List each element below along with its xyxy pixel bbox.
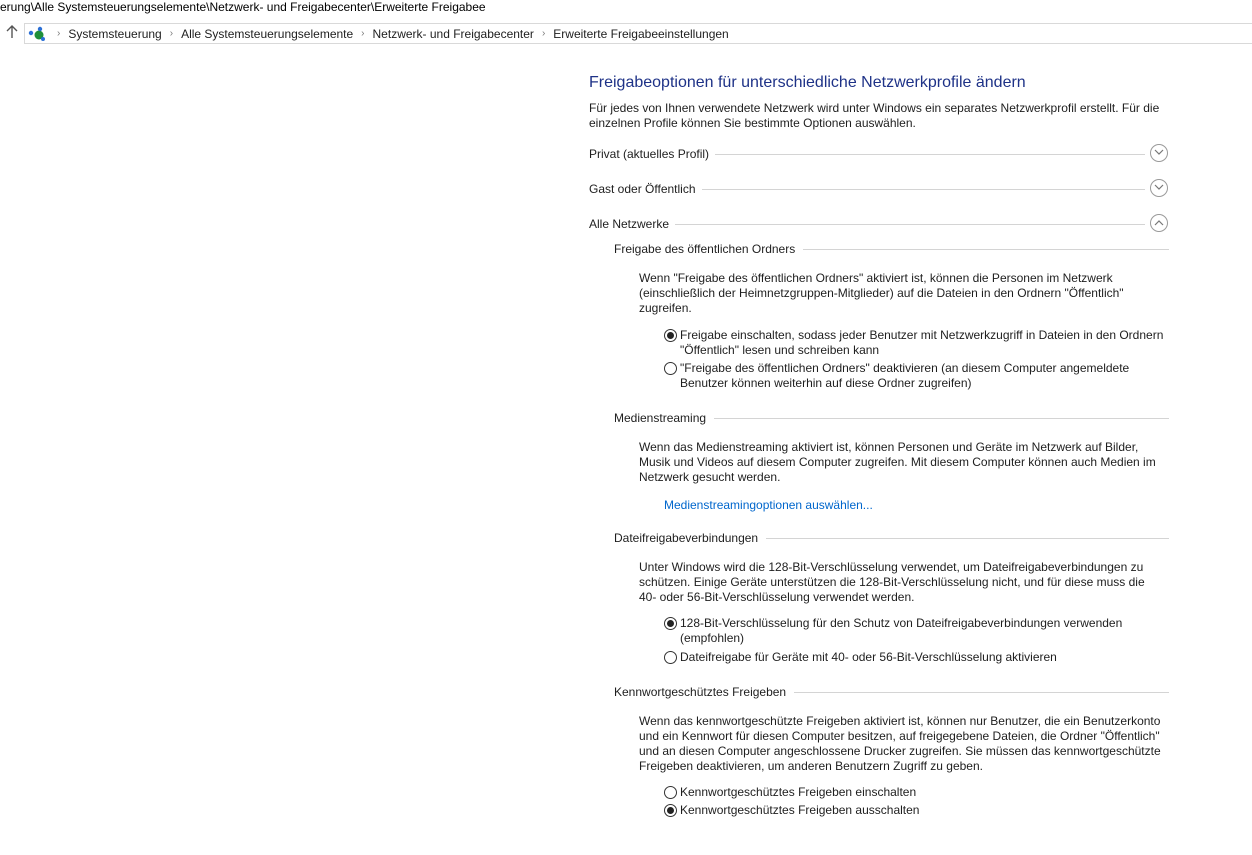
breadcrumb: [49, 24, 729, 43]
section-heading: Freigabe des öffentlichen Ordners: [614, 241, 803, 257]
breadcrumb-netzwerkcenter[interactable]: Netzwerk- und Freigabecenter: [372, 26, 534, 41]
file-sharing-description: Unter Windows wird die 128-Bit-Verschlüsselung verwendet, um Dateifreigabeverbindungen zu schützen. Einige Geräte unterstützen die 128-Bit-Verschlüsselung nicht, und für diese muss die 40- oder 56-Bit-Verschlüsselung verwendet werden.: [639, 560, 1145, 604]
radio-password-on[interactable]: [664, 785, 1180, 800]
radio-unselected-icon[interactable]: [664, 651, 677, 664]
section-heading: Dateifreigabeverbindungen: [614, 530, 766, 546]
media-streaming-description: Wenn das Medienstreaming aktiviert ist, können Personen und Geräte im Netzwerk auf Bilder, Musik und Videos auf diesem Computer zugreifen. Mit diesem Computer können auch Medien im Netzwerk gesucht werden.: [639, 440, 1156, 484]
radio-label: Freigabe einschalten, sodass jeder Benutzer mit Netzwerkzugriff in Dateien in den Ordnern "Öffentlich" lesen und schreiben kann: [680, 328, 1164, 357]
breadcrumb-alle-elemente[interactable]: Alle Systemsteuerungselemente: [181, 26, 354, 41]
chevron-down-icon[interactable]: [1150, 144, 1168, 162]
profile-private[interactable]: [589, 146, 1169, 166]
section-media-streaming: [614, 410, 1169, 426]
page-title: Freigabeoptionen für unterschiedliche Netzwerkprofile ändern: [589, 74, 1026, 91]
password-sharing-description: Wenn das kennwortgeschützte Freigeben aktiviert ist, können nur Benutzer, die ein Benutzerkonto und ein Kennwort für diesen Computer besitzen, auf freigegebene Dateien, die Ordner "Öffentlich" und an diesen Computer angeschlossene Drucker zugreifen. Sie müssen das kennwortgeschützte Freigeben deaktivieren, um anderen Benutzern Zugriff zu geben.: [639, 714, 1161, 773]
section-password-sharing: [614, 684, 1169, 700]
chevron-right-icon[interactable]: ›: [361, 28, 365, 39]
radio-selected-icon[interactable]: [664, 617, 677, 630]
breadcrumb-systemsteuerung[interactable]: Systemsteuerung: [68, 26, 162, 41]
breadcrumb-erweiterte-freigabe[interactable]: Erweiterte Freigabeeinstellungen: [553, 26, 729, 41]
section-public-folder: [614, 241, 1169, 257]
chevron-right-icon[interactable]: ›: [541, 28, 546, 39]
chevron-right-icon[interactable]: ›: [169, 28, 174, 39]
chevron-up-icon[interactable]: [1150, 214, 1168, 232]
radio-label: Kennwortgeschütztes Freigeben ausschalten: [680, 803, 920, 817]
profile-label: Gast oder Öffentlich: [589, 181, 702, 197]
radio-public-folder-off[interactable]: [664, 361, 1180, 391]
radio-unselected-icon[interactable]: [664, 362, 677, 375]
navigation-bar: [0, 23, 1252, 45]
up-arrow-icon[interactable]: [4, 25, 20, 43]
profile-all-networks[interactable]: [589, 216, 1169, 236]
radio-selected-icon[interactable]: [664, 804, 677, 817]
network-center-icon: [28, 26, 46, 42]
radio-label: Kennwortgeschütztes Freigeben einschalten: [680, 785, 917, 799]
radio-40-56bit[interactable]: [664, 650, 1180, 665]
radio-128bit[interactable]: [664, 616, 1180, 646]
profile-label: Privat (aktuelles Profil): [589, 146, 715, 162]
profile-label: Alle Netzwerke: [589, 216, 675, 232]
profile-guest-public[interactable]: [589, 181, 1169, 201]
intro-text: Für jedes von Ihnen verwendete Netzwerk wird unter Windows ein separates Netzwerkprofil erstellt. Für die einzelnen Profile können Sie bestimmte Optionen auswählen.: [589, 101, 1160, 130]
public-folder-description: Wenn "Freigabe des öffentlichen Ordners" aktiviert ist, können die Personen im Netzwerk (einschließlich der Heimnetzgruppen-Mitglieder) auf die Dateien in den Ordnern "Öffentlich" zugreifen.: [639, 271, 1124, 315]
radio-label: Dateifreigabe für Geräte mit 40- oder 56-Bit-Verschlüsselung aktivieren: [680, 650, 1057, 664]
radio-password-off[interactable]: [664, 803, 1180, 818]
radio-label: 128-Bit-Verschlüsselung für den Schutz von Dateifreigabeverbindungen verwenden (empfohlen): [680, 616, 1123, 645]
chevron-right-icon: ›: [57, 28, 61, 39]
radio-selected-icon[interactable]: [664, 329, 677, 342]
radio-public-folder-on[interactable]: [664, 328, 1180, 358]
radio-label: "Freigabe des öffentlichen Ordners" deaktivieren (an diesem Computer angemeldete Benutzer können weiterhin auf diese Ordner zugreifen): [680, 361, 1130, 390]
section-heading: Medienstreaming: [614, 410, 714, 426]
chevron-down-icon[interactable]: [1150, 179, 1168, 197]
radio-unselected-icon[interactable]: [664, 786, 677, 799]
window-title-path: erung\Alle Systemsteuerungselemente\Netzwerk- und Freigabecenter\Erweiterte Freigabee: [0, 0, 486, 14]
media-streaming-options-link[interactable]: Medienstreamingoptionen auswählen...: [664, 498, 873, 512]
section-file-sharing: [614, 530, 1169, 546]
section-heading: Kennwortgeschütztes Freigeben: [614, 684, 794, 700]
address-bar[interactable]: [24, 23, 1252, 44]
